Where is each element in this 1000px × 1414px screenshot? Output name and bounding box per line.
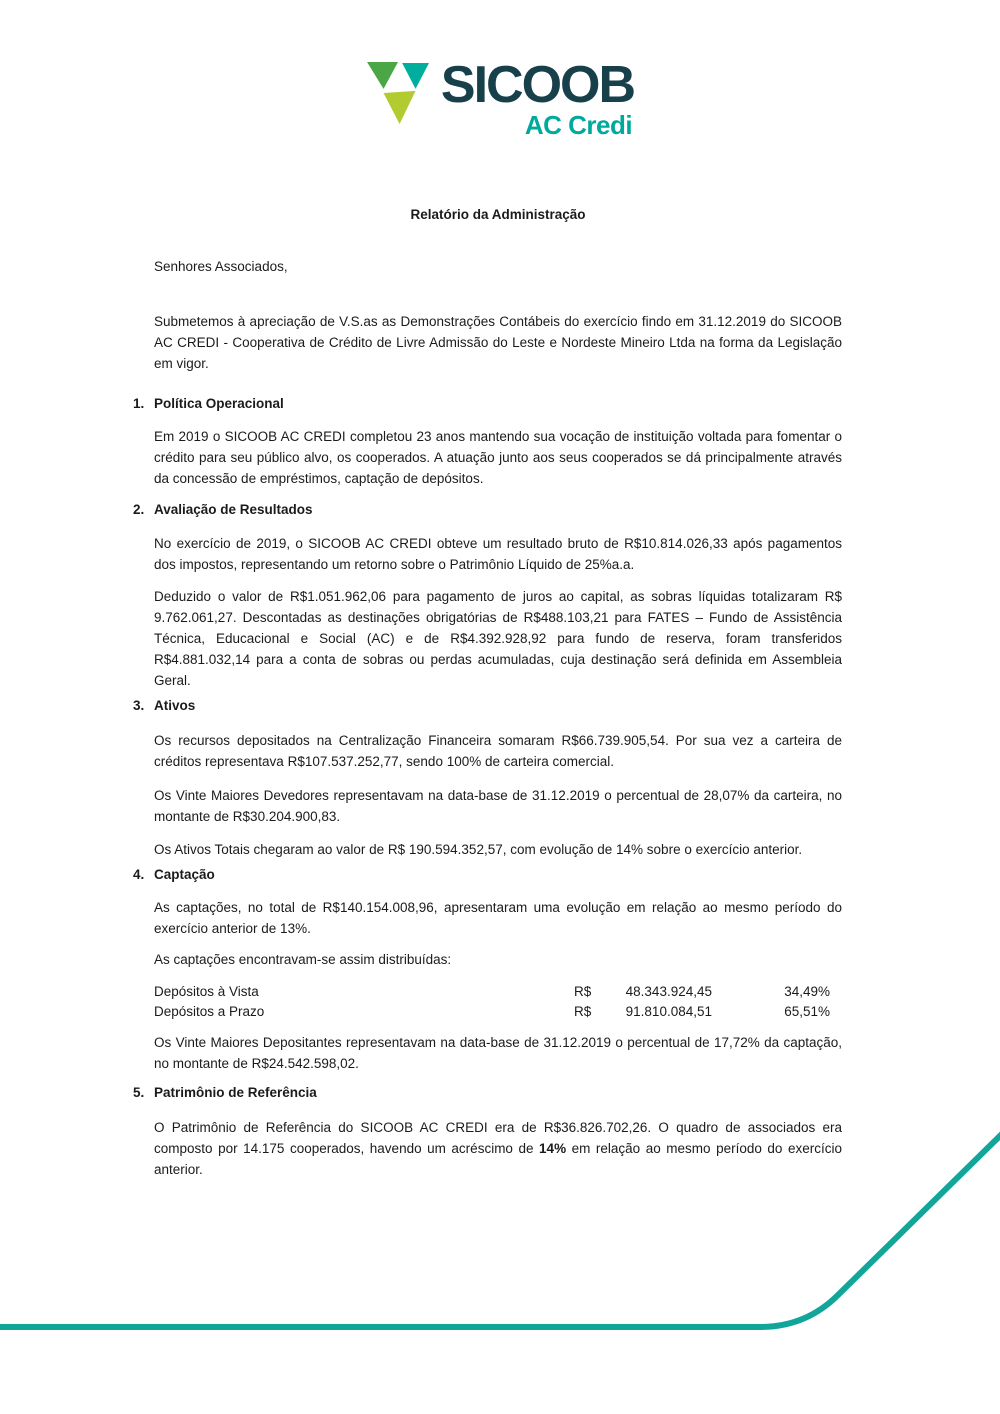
section-title: Patrimônio de Referência: [154, 1085, 317, 1100]
paragraph: Em 2019 o SICOOB AC CREDI completou 23 anos mantendo sua vocação de instituição voltada para fomentar o crédito para seu público alvo, os cooperados. A atuação junto aos seus cooperados se dá principalmente através da concessão de empréstimos, captação de depósitos.: [154, 429, 842, 486]
paragraph-text: O Patrimônio de Referência do SICOOB AC CREDI era de R$36.826.702,26. O quadro de associados era composto por 14.175 cooperados, havendo um acréscimo de: [154, 1120, 842, 1156]
currency-symbol: R$: [574, 984, 592, 999]
paragraph: Deduzido o valor de R$1.051.962,06 para pagamento de juros ao capital, as sobras líquidas totalizaram R$ 9.762.061,27. Descontadas as destinações obrigatórias de R$488.103,21 para FATES – Fundo de Assistência Técnica, Educacional e Social (AC) e de R$4.392.928,92 para fundo de reserva, foram transferidos R$4.881.032,14 para a conta de sobras ou perdas acumuladas, cuja destinação será definida em Assembleia Geral.: [154, 589, 842, 688]
paragraph: Os Vinte Maiores Devedores representavam na data-base de 31.12.2019 o percentual de 28,07% da carteira, no montante de R$30.204.900,83.: [154, 788, 842, 824]
section-title: Avaliação de Resultados: [154, 502, 313, 517]
paragraph: As captações, no total de R$140.154.008,96, apresentaram uma evolução em relação ao mesmo período do exercício anterior de 13%.: [154, 900, 842, 936]
section-heading-ativos: [133, 695, 842, 716]
currency-symbol: R$: [574, 1004, 592, 1019]
section-title: Ativos: [154, 698, 196, 713]
section-heading-patrimonio-de-referencia: [133, 1082, 842, 1103]
paragraph: Os Vinte Maiores Depositantes representavam na data-base de 31.12.2019 o percentual de 17,72% da captação, no montante de R$24.542.598,02.: [154, 1035, 842, 1071]
paragraph: No exercício de 2019, o SICOOB AC CREDI obteve um resultado bruto de R$10.814.026,33 após pagamentos dos impostos, representando um retorno sobre o Patrimônio Líquido de 25%a.a.: [154, 536, 842, 572]
section-number: 1.: [133, 396, 145, 411]
section-number: 5.: [133, 1085, 145, 1100]
intro-paragraph: Submetemos à apreciação de V.S.as as Demonstrações Contábeis do exercício findo em 31.12.2019 do SICOOB AC CREDI - Cooperativa de Crédito de Livre Admissão do Leste e Nordeste Mineiro Ltda na forma da Legislação em vigor.: [154, 314, 842, 371]
salutation: Senhores Associados,: [154, 259, 288, 274]
logo-brand-name: SICOOB: [440, 56, 635, 114]
deposit-amount: 48.343.924,45: [625, 984, 712, 999]
page-title: Relatório da Administração: [410, 207, 586, 222]
deposit-percent: 34,49%: [784, 984, 830, 999]
document-content: [133, 0, 842, 1180]
section-title: Política Operacional: [154, 396, 284, 411]
deposit-type-label: Depósitos à Vista: [154, 984, 259, 999]
paragraph: Os recursos depositados na Centralização Financeira somaram R$66.739.905,54. Por sua vez a carteira de créditos representava R$107.537.252,77, sendo 100% de carteira comercial.: [154, 733, 842, 769]
section-heading-captacao: [133, 864, 842, 885]
section-heading-politica-operacional: [133, 393, 842, 414]
paragraph: Os Ativos Totais chegaram ao valor de R$ 190.594.352,57, com evolução de 14% sobre o exercício anterior.: [154, 842, 803, 857]
section-number: 3.: [133, 698, 145, 713]
paragraph-text: em relação ao mesmo período do exercício anterior.: [154, 1141, 842, 1177]
captacao-distribution-table: [154, 982, 842, 1022]
table-row: [154, 1002, 842, 1022]
deposit-type-label: Depósitos a Prazo: [154, 1004, 265, 1019]
paragraph: [154, 1117, 842, 1180]
highlighted-percentage: 14%: [539, 1141, 567, 1156]
section-number: 4.: [133, 867, 145, 882]
section-number: 2.: [133, 502, 145, 517]
logo-unit-name: AC Credi: [524, 110, 633, 140]
section-title: Captação: [154, 867, 215, 882]
section-heading-avaliacao-de-resultados: [133, 499, 842, 520]
deposit-percent: 65,51%: [784, 1004, 830, 1019]
table-row: [154, 982, 842, 1002]
deposit-amount: 91.810.084,51: [625, 1004, 712, 1019]
paragraph: As captações encontravam-se assim distribuídas:: [154, 952, 452, 967]
